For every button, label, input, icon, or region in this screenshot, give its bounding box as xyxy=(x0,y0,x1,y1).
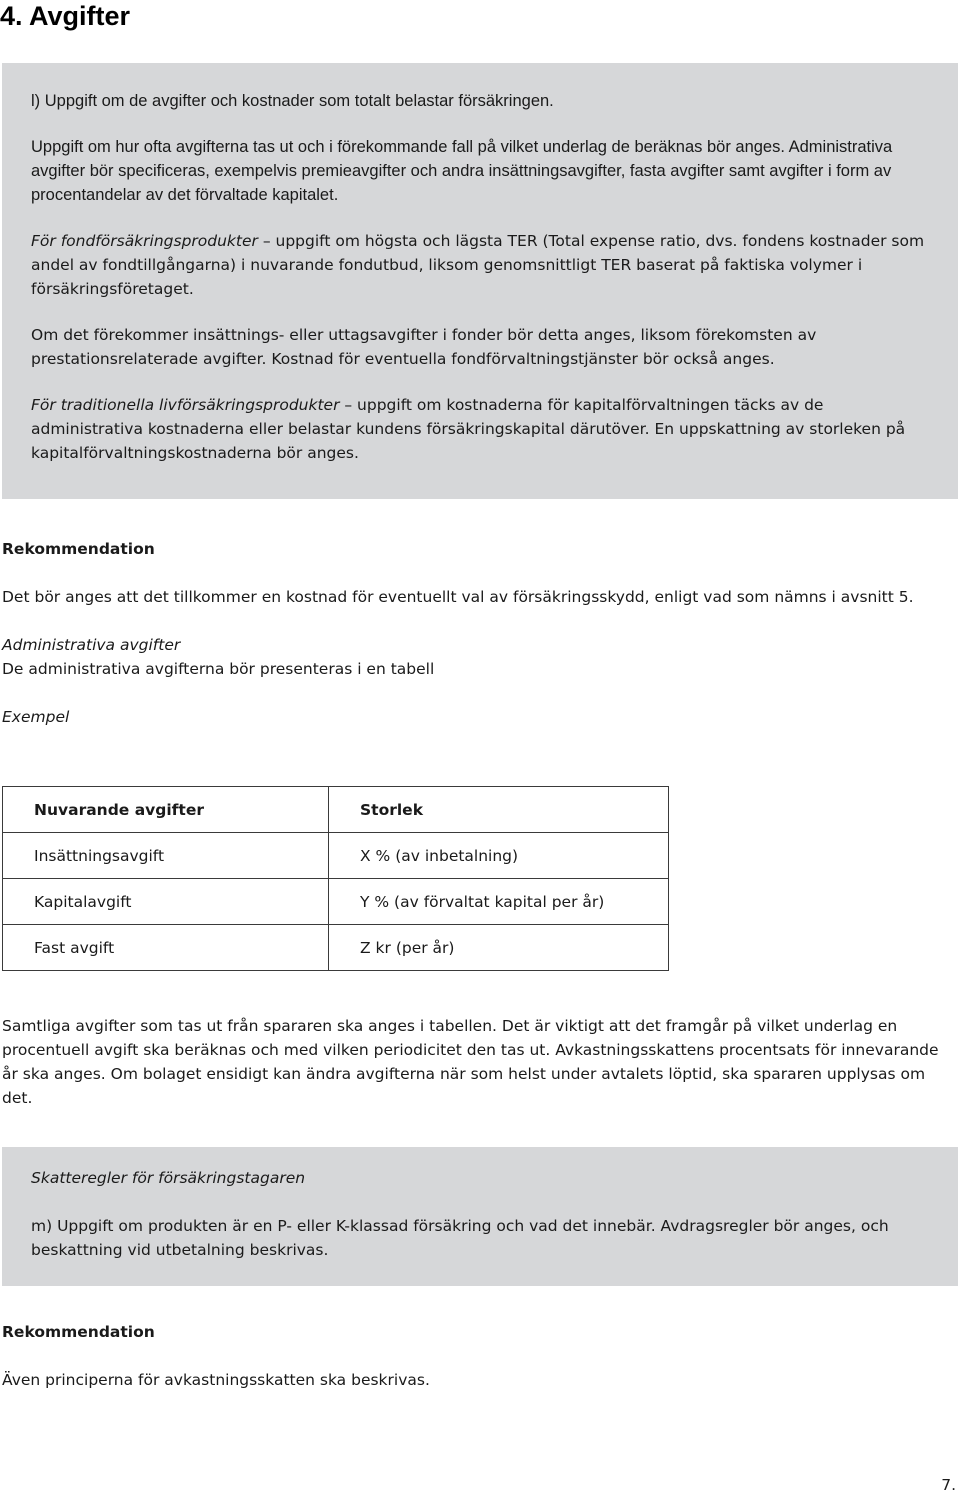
fee-table xyxy=(2,786,669,971)
traditional-insurance-paragraph xyxy=(31,393,928,465)
fees-explanation xyxy=(2,1014,958,1110)
page-heading: 4. Avgifter xyxy=(0,1,131,31)
table-cell: Y % (av förvaltat kapital per år) xyxy=(329,879,669,925)
table-header-row xyxy=(3,787,669,833)
table-header-cell: Storlek xyxy=(329,787,669,833)
fees-explanation-text: Samtliga avgifter som tas ut från spararen ska anges i tabellen. Det är viktigt att det framgår på vilket underlag en procentuell avgift ska beräknas och med vilken periodicitet den tas ut. Avkastningsskattens procentsats för innevarande år ska anges. Om bolaget ensidigt kan ändra avgifterna när som helst under avtalets löptid, ska spararen upplysas om det. xyxy=(2,1017,939,1107)
table-header-cell: Nuvarande avgifter xyxy=(3,787,329,833)
fund-insurance-paragraph xyxy=(31,229,928,301)
fee-frequency-paragraph: Uppgift om hur ofta avgifterna tas ut och i förekommande fall på vilket underlag de beräknas bör anges. Administrativa avgifter bör specificeras, exempelvis premieavgifter och andra insättningsavgifter, fasta avgifter samt avgifter i form av procentandelar av det förvaltade kapitalet. xyxy=(31,138,893,204)
admin-fees-text: De administrativa avgifterna bör presenteras i en tabell xyxy=(2,660,435,678)
table-cell: Fast avgift xyxy=(3,925,329,971)
fund-insurance-text: – uppgift om högsta och lägsta TER (Total expense ratio, dvs. fondens kostnader som andel av fondtillgångarna) i nuvarande fondutbud, liksom genomsnittligt TER baserat på faktiska volymer i försäkringsföretaget. xyxy=(31,232,925,298)
table-row xyxy=(3,833,669,879)
recommendation-section-1 xyxy=(2,537,958,729)
requirement-m: m) Uppgift om produkten är en P- eller K-klassad försäkring och vad det innebär. Avdragsregler bör anges, och beskattning vid utbetalning beskrivas. xyxy=(31,1217,889,1259)
recommendation-heading: Rekommendation xyxy=(2,1323,155,1341)
recommendation-heading: Rekommendation xyxy=(2,540,155,558)
admin-fees-label: Administrativa avgifter xyxy=(2,636,181,654)
table-cell: Kapitalavgift xyxy=(3,879,329,925)
traditional-insurance-label: För traditionella livförsäkringsprodukter xyxy=(31,396,340,414)
table-row xyxy=(3,925,669,971)
table-cell: X % (av inbetalning) xyxy=(329,833,669,879)
recommendation-section-2 xyxy=(2,1320,958,1392)
tax-rules-title: Skatteregler för försäkringstagaren xyxy=(31,1169,306,1187)
requirements-box-tax xyxy=(2,1147,958,1286)
recommendation-text: Det bör anges att det tillkommer en kostnad för eventuellt val av försäkringsskydd, enligt vad som nämns i avsnitt 5. xyxy=(2,588,914,606)
deposit-fees-paragraph: Om det förekommer insättnings- eller uttagsavgifter i fonder bör detta anges, liksom förekomsten av prestationsrelaterade avgifter. Kostnad för eventuella fondförvaltningstjänster bör också anges. xyxy=(31,326,817,368)
page-number: 7. xyxy=(941,1476,956,1494)
recommendation-text: Även principerna för avkastningsskatten ska beskrivas. xyxy=(2,1371,430,1389)
table-row xyxy=(3,879,669,925)
requirement-l: l) Uppgift om de avgifter och kostnader som totalt belastar försäkringen. xyxy=(31,92,554,110)
traditional-insurance-text: – uppgift om kostnaderna för kapitalförvaltningen täcks av de administrativa kostnaderna eller belastar kundens försäkringskapital därutöver. En uppskattning av storleken på kapitalförvaltningskostnaderna bör anges. xyxy=(31,396,906,462)
example-label: Exempel xyxy=(2,708,70,726)
fund-insurance-label: För fondförsäkringsprodukter xyxy=(31,232,258,250)
table-cell: Z kr (per år) xyxy=(329,925,669,971)
table-cell: Insättningsavgift xyxy=(3,833,329,879)
requirements-box-fees xyxy=(2,63,958,499)
